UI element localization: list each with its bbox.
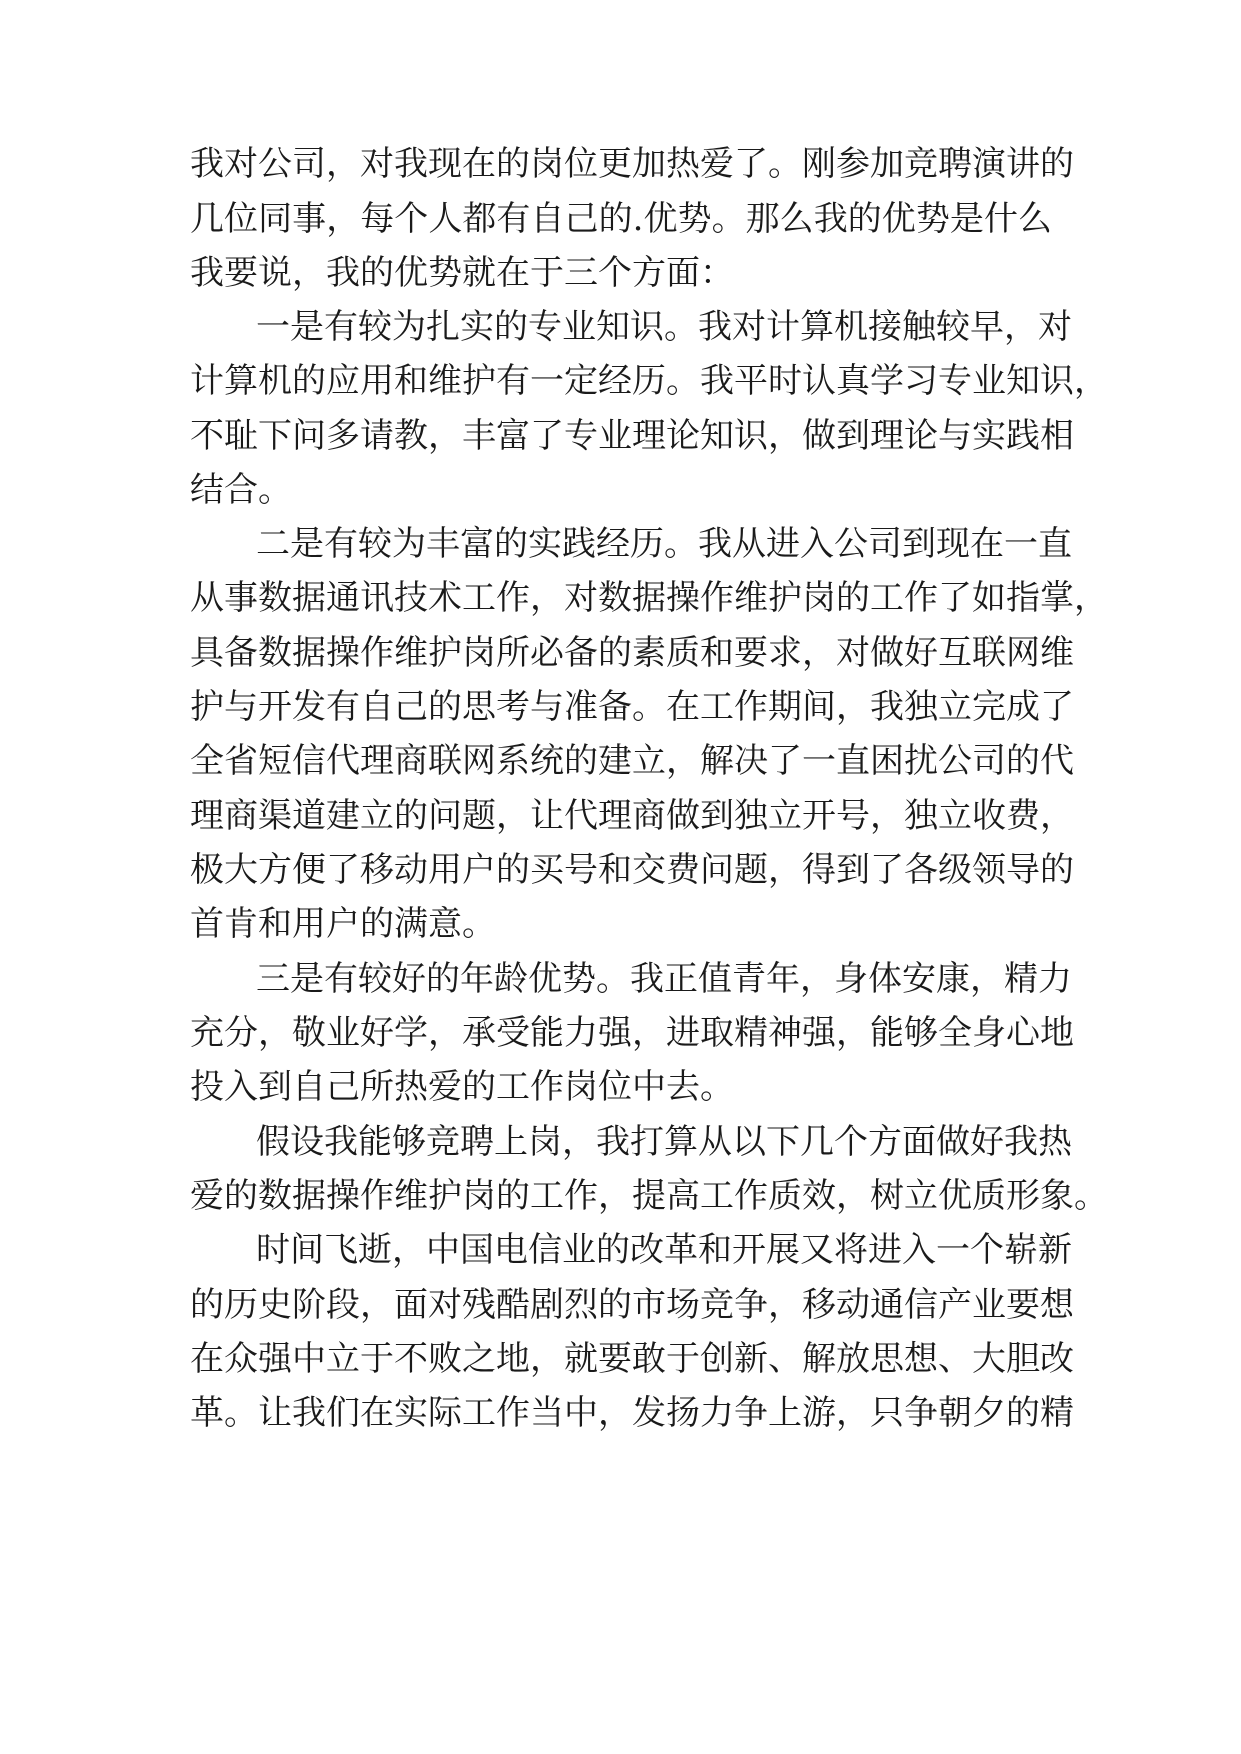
text-line: 的历史阶段，面对残酷剧烈的市场竞争，移动通信产业要想 <box>190 1285 1074 1325</box>
text-line: 在众强中立于不败之地，就要敢于创新、解放思想、大胆改 <box>190 1339 1074 1379</box>
text-line: 结合。 <box>190 470 292 510</box>
text-line: 我对公司，对我现在的岗位更加热爱了。刚参加竞聘演讲的 <box>190 144 1074 184</box>
text-line: 爱的数据操作维护岗的工作，提高工作质效，树立优质形象。 <box>190 1176 1108 1216</box>
text-line: 极大方便了移动用户的买号和交费问题，得到了各级领导的 <box>190 850 1074 890</box>
text-line: 理商渠道建立的问题，让代理商做到独立开号，独立收费， <box>190 796 1074 836</box>
text-line: 革。让我们在实际工作当中，发扬力争上游，只争朝夕的精 <box>190 1393 1074 1433</box>
paragraph-first-line: 一是有较为扎实的专业知识。我对计算机接触较早，对 <box>256 307 1072 347</box>
text-line: 具备数据操作维护岗所必备的素质和要求，对做好互联网维 <box>190 633 1074 673</box>
text-line: 从事数据通讯技术工作，对数据操作维护岗的工作了如指掌， <box>190 578 1108 618</box>
text-line: 几位同事，每个人都有自己的.优势。那么我的优势是什么 <box>190 199 1052 239</box>
text-line: 我要说，我的优势就在于三个方面： <box>190 253 734 293</box>
paragraph-first-line: 时间飞逝，中国电信业的改革和开展又将进入一个崭新 <box>256 1230 1072 1270</box>
text-line: 计算机的应用和维护有一定经历。我平时认真学习专业知识， <box>190 361 1108 401</box>
text-line: 充分，敬业好学，承受能力强，进取精神强，能够全身心地 <box>190 1013 1074 1053</box>
text-line: 首肯和用户的满意。 <box>190 904 496 944</box>
paragraph-first-line: 假设我能够竞聘上岗，我打算从以下几个方面做好我热 <box>256 1122 1072 1162</box>
text-line: 护与开发有自己的思考与准备。在工作期间，我独立完成了 <box>190 687 1074 727</box>
paragraph-first-line: 三是有较好的年龄优势。我正值青年，身体安康，精力 <box>256 959 1072 999</box>
text-line: 投入到自己所热爱的工作岗位中去。 <box>190 1067 734 1107</box>
text-line: 全省短信代理商联网系统的建立，解决了一直困扰公司的代 <box>190 741 1074 781</box>
text-line: 不耻下问多请教，丰富了专业理论知识，做到理论与实践相 <box>190 416 1074 456</box>
paragraph-first-line: 二是有较为丰富的实践经历。我从进入公司到现在一直 <box>256 524 1072 564</box>
